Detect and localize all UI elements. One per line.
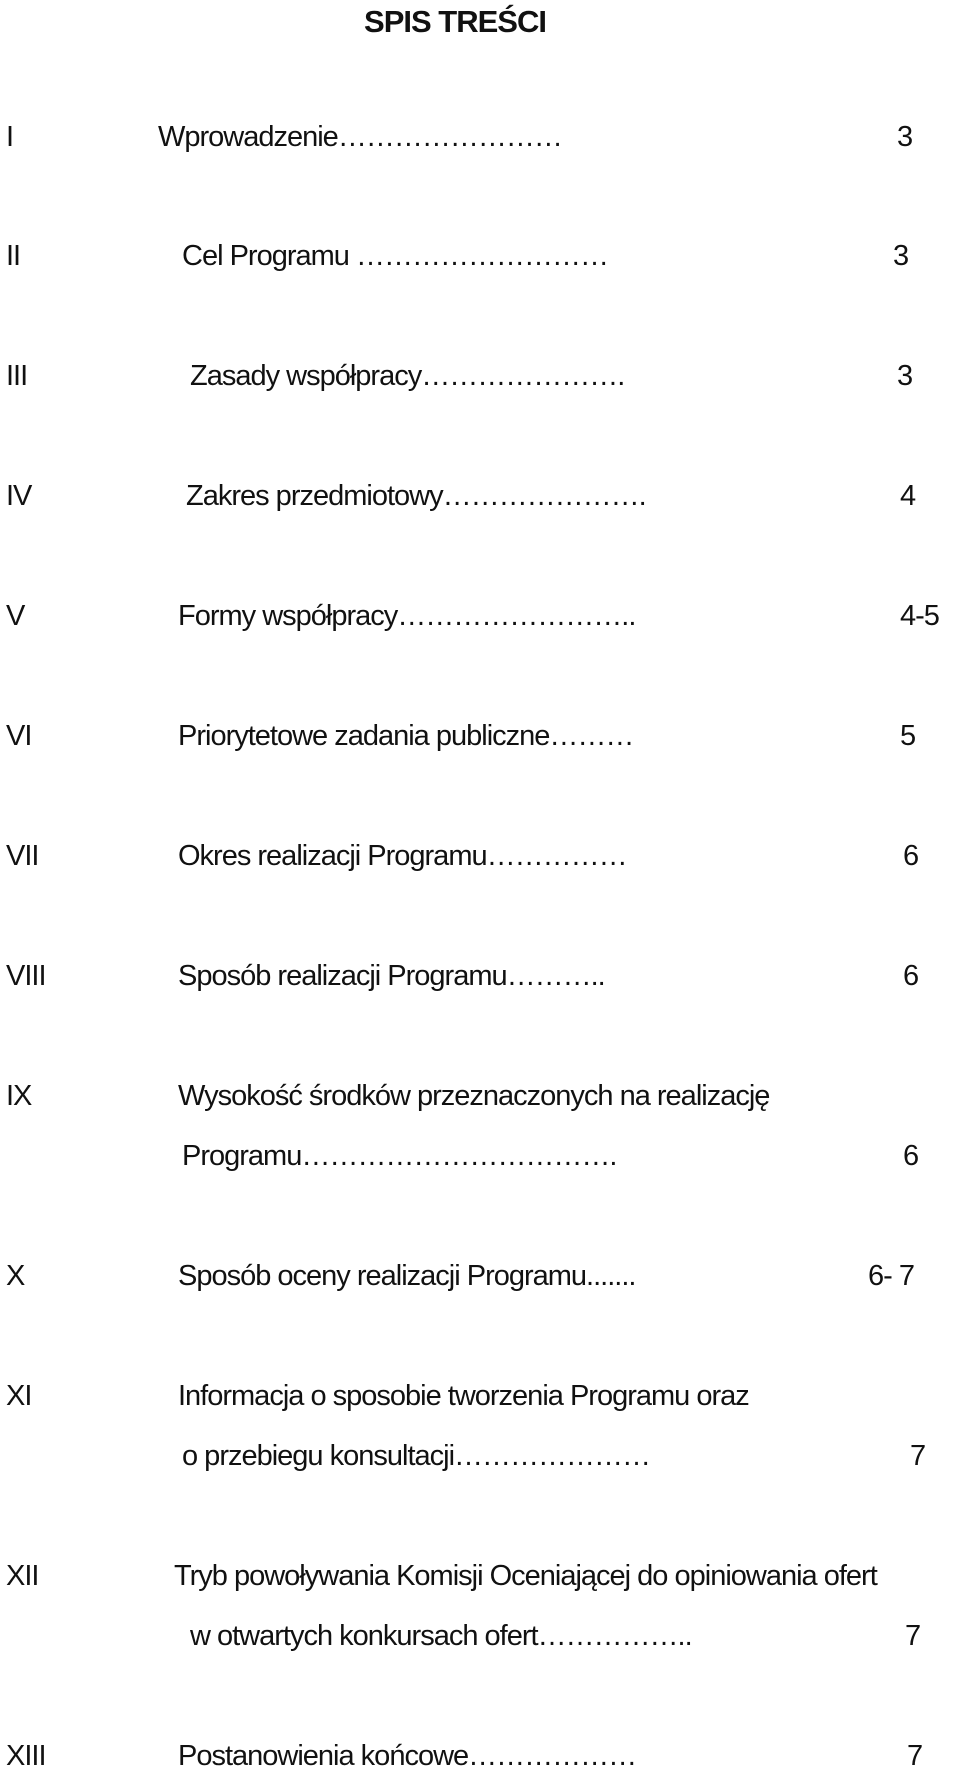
toc-entry-title: o przebiegu konsultacji………………… [182, 1440, 651, 1472]
toc-entry-page: 5 [900, 720, 916, 752]
toc-entry-title: Sposób realizacji Programu……….. [178, 960, 605, 992]
toc-entry-number: XIII [6, 1740, 46, 1772]
toc-entry-number: III [6, 360, 28, 392]
toc-entry [0, 1256, 960, 1296]
toc-entry [0, 956, 960, 996]
toc-entry [0, 1736, 960, 1776]
toc-entry-number: XII [6, 1560, 39, 1592]
toc-entry-title: Cel Programu ……………………… [182, 240, 608, 272]
toc-entry-page: 3 [897, 360, 913, 392]
toc-entry-page: 3 [893, 240, 909, 272]
toc-entry-title: Formy współpracy…………………….. [178, 600, 636, 632]
toc-entry-number: IX [6, 1080, 32, 1112]
toc-entry-page: 3 [897, 121, 913, 153]
toc-entry [0, 117, 960, 157]
toc-entry-page: 6 [903, 840, 919, 872]
toc-entry-title: Programu……………………………. [182, 1140, 617, 1172]
toc-entry-page: 6- 7 [868, 1260, 914, 1292]
toc-entry [0, 356, 960, 396]
toc-entry-title: Wprowadzenie…………………… [158, 121, 562, 153]
toc-entry-title: Okres realizacji Programu…………… [178, 840, 627, 872]
toc-entry-title: w otwartych konkursach ofert…………….. [190, 1620, 692, 1652]
toc-entry-number: XI [6, 1380, 32, 1412]
toc-entry-continuation [0, 1436, 960, 1476]
page-title: SPIS TREŚCI [364, 4, 546, 39]
toc-entry-title: Sposób oceny realizacji Programu....... [178, 1260, 636, 1292]
toc-entry-continuation [0, 1136, 960, 1176]
toc-entry-page: 6 [903, 1140, 919, 1172]
toc-entry-number: X [6, 1260, 25, 1292]
toc-entry [0, 1376, 960, 1416]
toc-entry [0, 1076, 960, 1116]
toc-entry-number: VII [6, 840, 39, 872]
toc-entry [0, 596, 960, 636]
toc-entry-number: IV [6, 480, 32, 512]
toc-entry-title: Zasady współpracy…………………. [190, 360, 625, 392]
toc-entry-continuation [0, 1616, 960, 1656]
toc-entry-page: 7 [907, 1740, 923, 1772]
toc-entry-number: I [6, 121, 14, 153]
toc-entry-title: Zakres przedmiotowy…………………. [186, 480, 646, 512]
toc-entry-number: VI [6, 720, 32, 752]
toc-entry-number: VIII [6, 960, 46, 992]
toc-entry [0, 836, 960, 876]
toc-entry-page: 7 [905, 1620, 921, 1652]
toc-entry-title: Informacja o sposobie tworzenia Programu oraz [178, 1380, 749, 1412]
toc-entry [0, 236, 960, 276]
toc-entry-title: Tryb powoływania Komisji Oceniającej do opiniowania ofert [174, 1560, 877, 1592]
toc-entry-page: 6 [903, 960, 919, 992]
toc-entry-title: Priorytetowe zadania publiczne……… [178, 720, 634, 752]
toc-entry-number: II [6, 240, 21, 272]
toc-entry-number: V [6, 600, 25, 632]
toc-entry [0, 716, 960, 756]
toc-entry-page: 4-5 [900, 600, 939, 632]
toc-entry [0, 476, 960, 516]
toc-entry-page: 4 [900, 480, 916, 512]
toc-entry-title: Postanowienia końcowe……………… [178, 1740, 637, 1772]
toc-entry-title: Wysokość środków przeznaczonych na realizację [178, 1080, 770, 1112]
toc-entry [0, 1556, 960, 1596]
toc-entry-page: 7 [910, 1440, 926, 1472]
